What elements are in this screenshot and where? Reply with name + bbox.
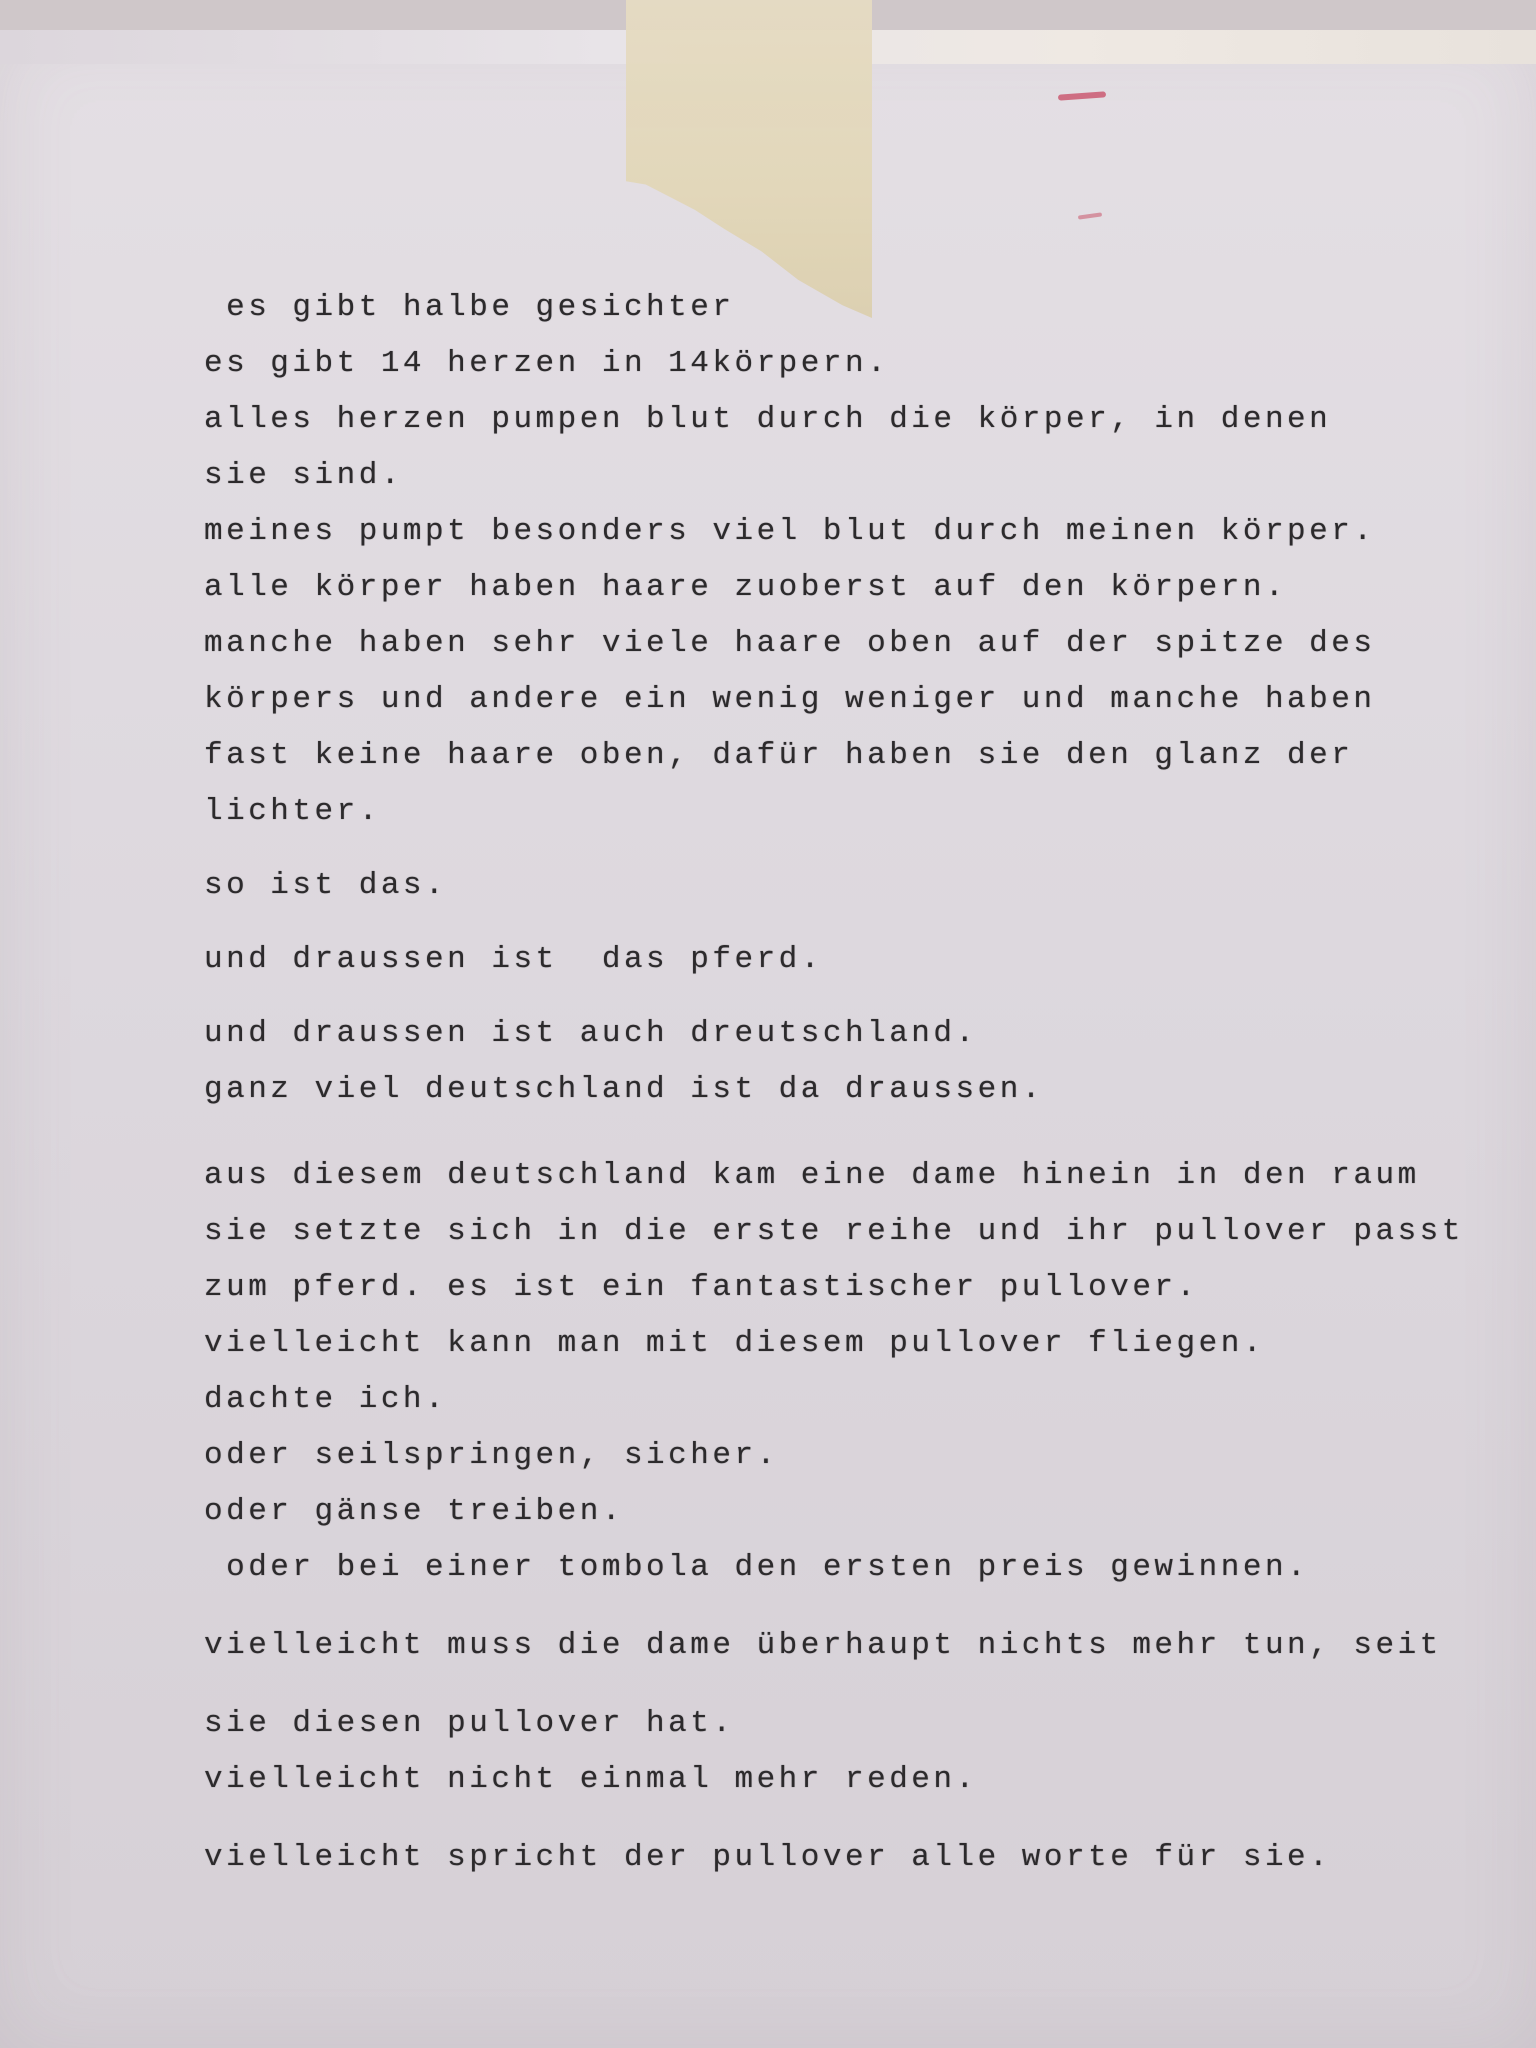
poem-line: oder gänse treiben. — [204, 1494, 624, 1529]
poem-line: sie setzte sich in die erste reihe und ihr pullover passt — [204, 1214, 1464, 1249]
poem-line: alle körper haben haare zuoberst auf den körpern. — [204, 570, 1288, 605]
poem-line: lichter. — [204, 794, 381, 829]
poem-line: aus diesem deutschland kam eine dame hinein in den raum — [204, 1158, 1420, 1193]
poem-line: sie sind. — [204, 458, 403, 493]
poem-line: körpers und andere ein wenig weniger und manche haben — [204, 682, 1376, 717]
poem-line: dachte ich. — [204, 1382, 448, 1417]
poem-line: oder seilspringen, sicher. — [204, 1438, 779, 1473]
poem-line: vielleicht spricht der pullover alle worte für sie. — [204, 1840, 1332, 1875]
poem-text — [204, 280, 1464, 1886]
poem-line: es gibt 14 herzen in 14körpern. — [204, 346, 890, 381]
poem-line: es gibt halbe gesichter — [204, 290, 735, 325]
poem-line: zum pferd. es ist ein fantastischer pullover. — [204, 1270, 1199, 1305]
poem-line: fast keine haare oben, dafür haben sie den glanz der — [204, 738, 1354, 773]
poem-line: alles herzen pumpen blut durch die körper, in denen — [204, 402, 1332, 437]
poem-line: manche haben sehr viele haare oben auf der spitze des — [204, 626, 1376, 661]
poem-line: vielleicht kann man mit diesem pullover fliegen. — [204, 1326, 1265, 1361]
poem-line: und draussen ist auch dreutschland. — [204, 1016, 978, 1051]
poem-line: so ist das. — [204, 868, 448, 903]
poem-line: sie diesen pullover hat. — [204, 1706, 735, 1741]
poem-line: oder bei einer tombola den ersten preis gewinnen. — [204, 1550, 1310, 1585]
poem-line: ganz viel deutschland ist da draussen. — [204, 1072, 1044, 1107]
poem-line: meines pumpt besonders viel blut durch meinen körper. — [204, 514, 1376, 549]
poem-line: und draussen ist das pferd. — [204, 942, 823, 977]
poem-line: vielleicht nicht einmal mehr reden. — [204, 1762, 978, 1797]
poem-line: vielleicht muss die dame überhaupt nichts mehr tun, seit — [204, 1628, 1442, 1663]
